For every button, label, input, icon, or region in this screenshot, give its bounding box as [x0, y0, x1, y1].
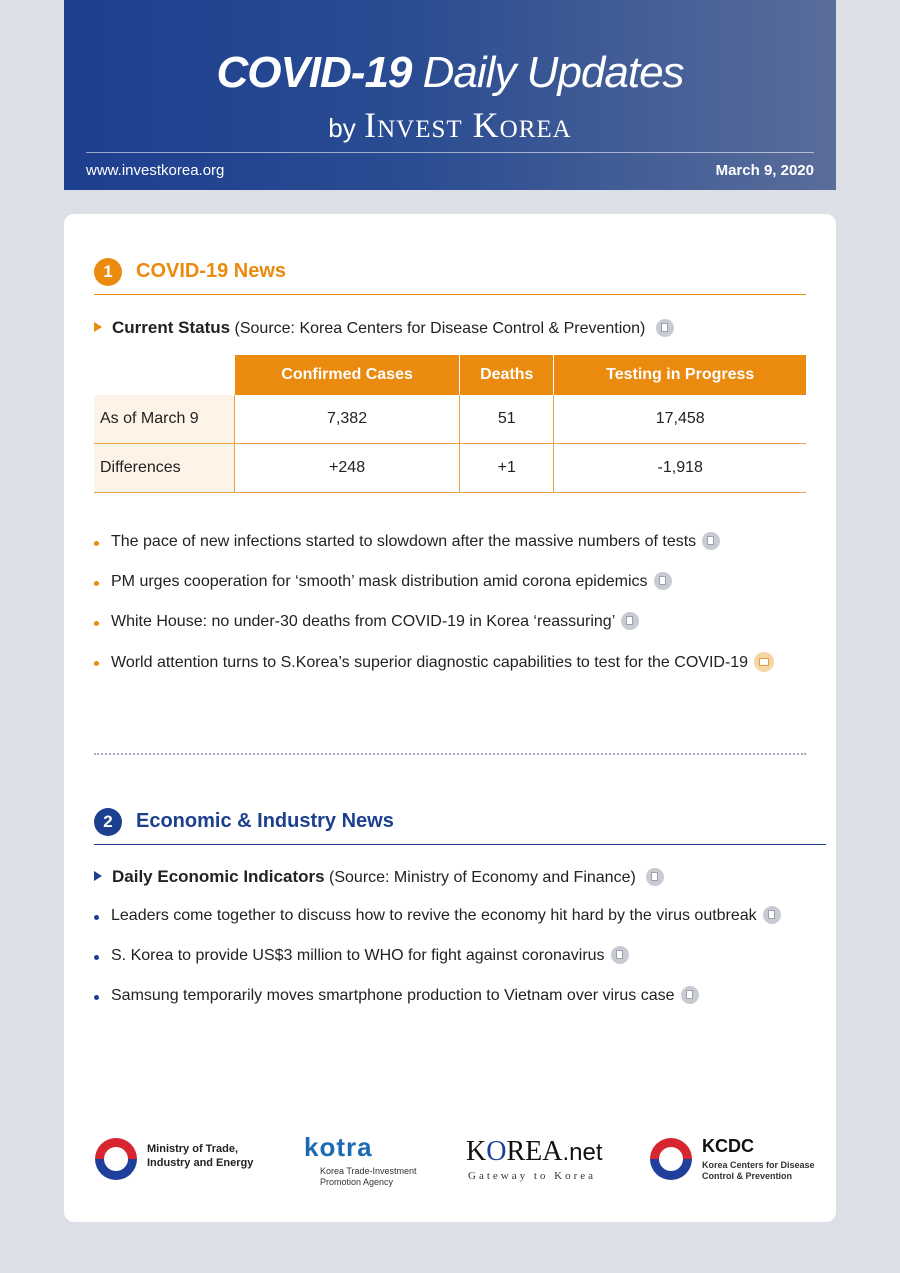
document-icon[interactable]	[646, 868, 664, 886]
motie-logo	[95, 1132, 265, 1192]
news-link[interactable]: Samsung temporarily moves smartphone production to Vietnam over virus case	[111, 987, 675, 1004]
taegeuk-icon	[650, 1138, 692, 1180]
list-item	[94, 946, 781, 986]
document-icon[interactable]	[621, 612, 639, 630]
kotra-line1: Korea Trade-Investment	[320, 1166, 417, 1176]
kcdc-line1: Korea Centers for Disease	[702, 1160, 815, 1170]
motie-line1: Ministry of Trade,	[147, 1143, 239, 1155]
issue-date: March 9, 2020	[715, 162, 814, 179]
list-item	[94, 652, 774, 692]
page-title	[64, 48, 836, 98]
section-number-badge: 1	[94, 258, 122, 286]
column-header: Confirmed Cases	[235, 355, 460, 395]
subtitle-by: by	[328, 113, 356, 143]
table-cell: +248	[235, 444, 460, 493]
list-item	[94, 612, 774, 652]
news-link[interactable]: Leaders come together to discuss how to revive the economy hit hard by the virus outbreak	[111, 907, 757, 924]
row-label: Differences	[94, 444, 235, 493]
list-item	[94, 906, 781, 946]
current-status-label: Current Status	[112, 318, 231, 337]
title-bold: COVID-19	[216, 48, 412, 97]
news-link[interactable]: World attention turns to S.Korea’s superior diagnostic capabilities to test for the COVID-19	[111, 654, 749, 671]
news-link[interactable]: White House: no under-30 deaths from COVID-19 in Korea ‘reassuring’	[111, 613, 616, 630]
covid-news-list	[94, 532, 774, 692]
triangle-bullet-icon	[94, 871, 102, 881]
table-cell: +1	[460, 444, 554, 493]
kcdc-line2: Control & Prevention	[702, 1171, 793, 1181]
status-table	[94, 355, 806, 493]
koreanet-net: .net	[562, 1139, 603, 1166]
news-link[interactable]: S. Korea to provide US$3 million to WHO for fight against coronavirus	[111, 947, 605, 964]
column-header: Testing in Progress	[554, 355, 806, 395]
content-card	[64, 214, 836, 1222]
economic-indicators-heading	[94, 867, 664, 887]
section-1-heading	[94, 258, 806, 298]
video-icon[interactable]	[754, 652, 774, 672]
section-title: Economic & Industry News	[136, 810, 394, 832]
current-status-heading	[94, 318, 674, 338]
news-link[interactable]: The pace of new infections started to slowdown after the massive numbers of tests	[111, 533, 697, 550]
economic-indicators-source: (Source: Ministry of Economy and Finance)	[329, 869, 636, 886]
document-icon[interactable]	[654, 572, 672, 590]
kcdc-wordmark: KCDC	[702, 1136, 754, 1156]
koreanet-logo	[466, 1132, 616, 1192]
column-header: Deaths	[460, 355, 554, 395]
koreanet-rest: REA	[506, 1136, 563, 1167]
header-banner	[64, 0, 836, 190]
kotra-subtitle	[320, 1166, 417, 1188]
table-corner-cell	[94, 355, 235, 395]
koreanet-wordmark	[466, 1136, 603, 1168]
page-subtitle	[64, 104, 836, 146]
economic-news-list	[94, 906, 781, 1026]
taegeuk-icon	[95, 1138, 137, 1180]
list-item	[94, 572, 774, 612]
section-rule	[94, 844, 826, 845]
section-2-heading	[94, 808, 826, 848]
website-link[interactable]: www.investkorea.org	[86, 162, 225, 179]
header-divider	[86, 152, 814, 153]
list-item	[94, 532, 774, 572]
table-header-row	[94, 355, 806, 395]
table-row	[94, 395, 806, 444]
table-cell: 7,382	[235, 395, 460, 444]
document-icon[interactable]	[702, 532, 720, 550]
section-divider	[94, 753, 806, 755]
koreanet-k: K	[466, 1136, 487, 1167]
partner-logos	[64, 1132, 836, 1202]
list-item	[94, 986, 781, 1026]
document-icon[interactable]	[611, 946, 629, 964]
economic-indicators-label: Daily Economic Indicators	[112, 867, 325, 886]
document-icon[interactable]	[681, 986, 699, 1004]
title-rest: Daily Updates	[422, 48, 684, 97]
section-title: COVID-19 News	[136, 260, 287, 282]
section-number-badge: 2	[94, 808, 122, 836]
document-icon[interactable]	[656, 319, 674, 337]
kcdc-logo	[650, 1132, 820, 1192]
triangle-bullet-icon	[94, 322, 102, 332]
kotra-logo	[304, 1132, 434, 1192]
news-link[interactable]: PM urges cooperation for ‘smooth’ mask distribution amid corona epidemics	[111, 573, 648, 590]
brand-name: Invest Korea	[364, 105, 572, 145]
current-status-source: (Source: Korea Centers for Disease Control & Prevention)	[234, 320, 646, 337]
table-cell: -1,918	[554, 444, 806, 493]
section-rule	[94, 294, 806, 295]
kotra-line2: Promotion Agency	[320, 1177, 394, 1187]
table-cell: 51	[460, 395, 554, 444]
table-cell: 17,458	[554, 395, 806, 444]
motie-name	[147, 1142, 253, 1170]
row-label: As of March 9	[94, 395, 235, 444]
motie-line2: Industry and Energy	[147, 1157, 254, 1169]
koreanet-o: O	[486, 1136, 507, 1167]
kcdc-subtitle	[702, 1160, 815, 1182]
document-icon[interactable]	[763, 906, 781, 924]
kotra-wordmark: kotra	[304, 1132, 373, 1162]
table-row	[94, 444, 806, 493]
koreanet-tagline: Gateway to Korea	[468, 1170, 597, 1182]
